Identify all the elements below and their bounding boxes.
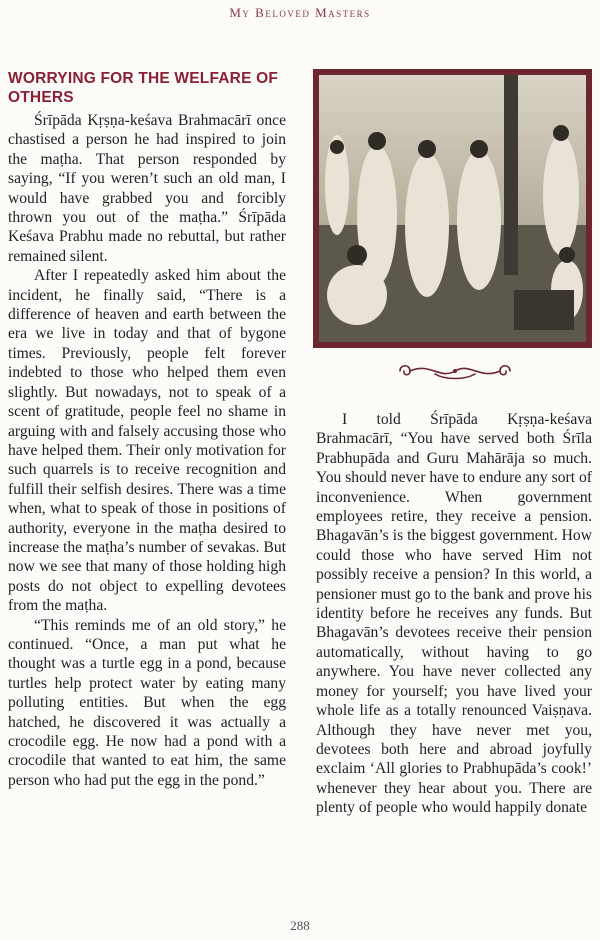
left-column xyxy=(8,69,286,790)
section-heading: WORRYING FOR THE WELFARE OF OTHERS xyxy=(8,70,279,106)
scroll-ornament-icon xyxy=(390,360,520,382)
running-header: My Beloved Masters xyxy=(229,5,371,20)
right-column xyxy=(316,410,592,818)
paragraph: Śrīpāda Kṛṣṇa-keśava Brahmacārī once chastised a person he had inspired to join the maṭha. That person responded by saying, “If you weren’t such an old man, I would have grabbed you and forcibly thrown you out of the maṭha.” Śrīpāda Keśava Prabhu made no rebuttal, but rather remained silent. xyxy=(8,112,286,265)
paragraph: “This reminds me of an old story,” he continued. “Once, a man put what he thought was a turtle egg in a pond, because turtles help protect water by eating many polluting entities. But when the egg hatched, he discovered it was actually a crocodile egg. He now had a pond with a crocodile that wanted to eat him, the same person who had put the egg in the pond.” xyxy=(8,616,286,789)
page-number: 288 xyxy=(290,918,310,933)
group-photograph xyxy=(319,75,586,342)
paragraph: I told Śrīpāda Kṛṣṇa-keśava Brahmacārī, “You have served both Śrīla Prabhupāda and Guru Mahārāja so much. You should never have to endure any sort of inconvenience. When government employees retire, they receive a pension. Bhagavān’s is the biggest government. How could those who have served Him not possibly receive a pension? In this world, a pensioner must go to the bank and prove his identity before he receives any funds. But Bhagavān’s devotees receive their pension automatically, without having to go anywhere. You have never collected any money for yourself; you have lived your whole life as a totally renounced Vaiṣṇava. Although they have never met you, devotees both here and abroad joyfully exclaim ‘All glories to Prabhupāda’s cook!’ whenever they hear about you. There are plenty of people who would happily donate xyxy=(316,411,592,817)
photo-frame xyxy=(313,69,592,348)
paragraph: After I repeatedly asked him about the incident, he finally said, “There is a difference of heaven and earth between the era we live in today and that of bygone times. Previously, people felt forever indebted to those who helped them even slightly. But nowadays, not to speak of a scent of gratitude, people feel no shame in arguing with and falsely accusing those who have helped them. Their only motivation for such quarrels is to receive recognition and fulfill their selfish desires. There was a time when, what to speak of those in positions of authority, everyone in the maṭha desired to increase the maṭha’s number of sevakas. But now we see that many of those holding high posts do not object to expelling devotees from the maṭha. xyxy=(8,267,286,615)
